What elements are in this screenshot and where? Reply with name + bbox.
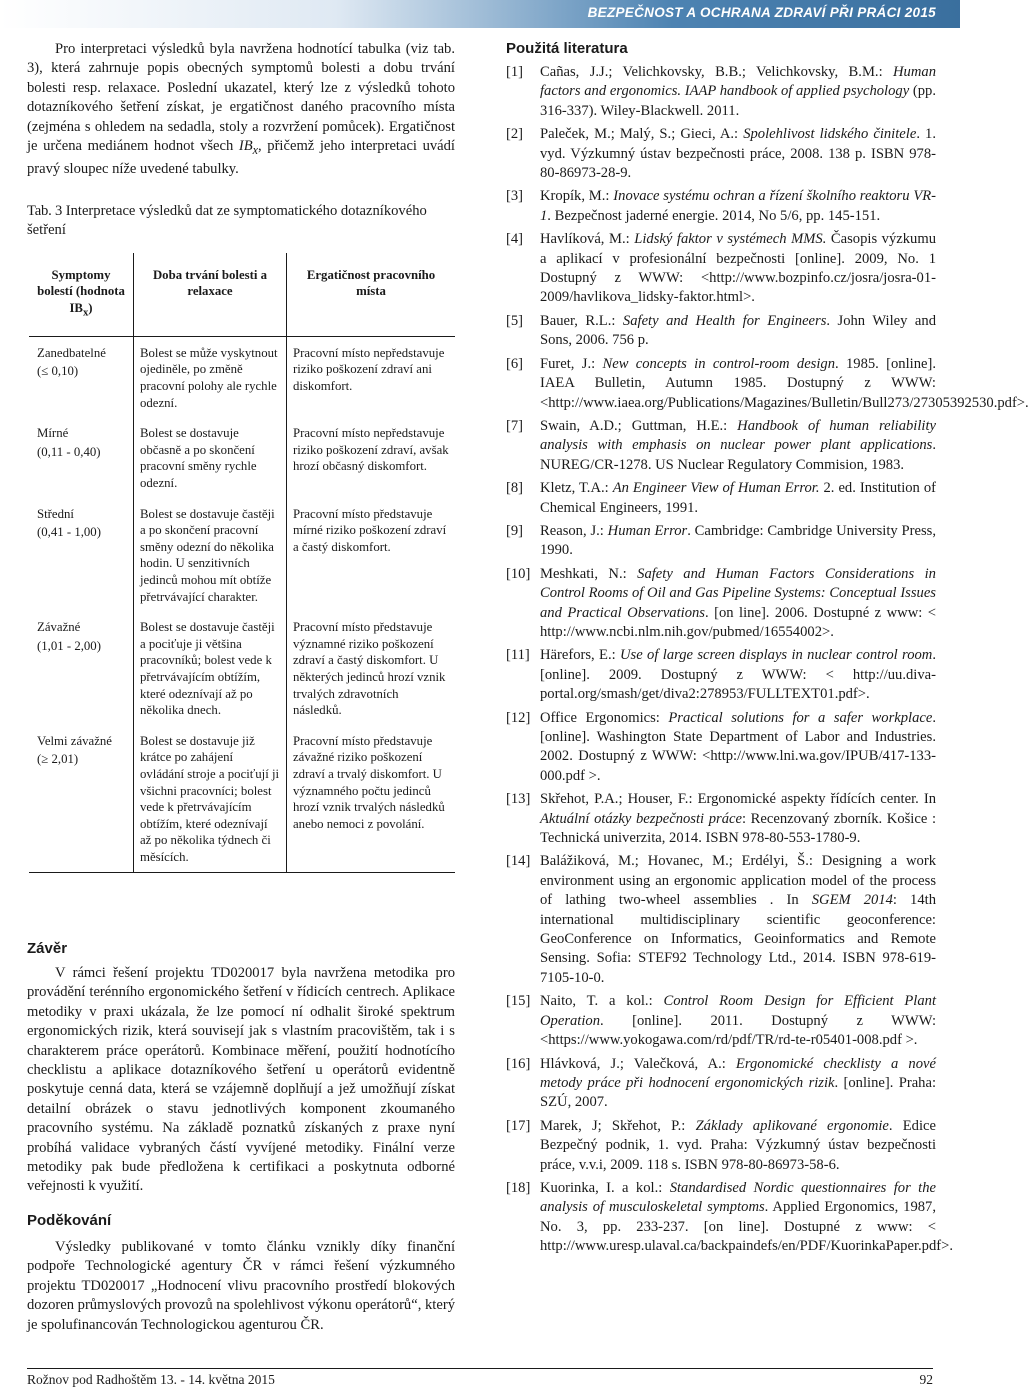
reference-title: Human factors and ergonomics. IAAP handbook of applied psychology [540,64,936,100]
reference-pre: Havlíková, M.: [540,231,635,248]
table-row [29,725,455,872]
reference-item [506,63,936,121]
reference-title: Practical solutions for a safer workplace [668,709,933,726]
table-caption-label: Tab. 3 [27,202,63,219]
conclusion-heading: Závěr [27,940,68,957]
reference-title: Safety and Health for Engineers [622,312,827,329]
reference-title: Lidský faktor v systémech MMS. [634,231,827,248]
reference-num: [2] [506,126,524,143]
reference-post: . 1985. [online]. IAEA Bulletin, Autumn 1985. Dostupný z WWW: <http://www.iaea.org/Publications/Magazines/Bulletin/Bull273/27305392530.pdf>. [540,355,1029,411]
reference-num: [10] [506,565,531,582]
duration-cell: Bolest se dostavuje častěji a po skončení pracovní směny odezní do několika hodin. U senzitivních jedinců mohou mít obtíže přetrvávající charakter. [134,498,287,612]
reference-pre: Balážiková, M.; Hovanec, M.; Erdélyi, Š.: Designing a work environment using an ergonomic application model of the process of lathing two-wheel assemblies . In [540,853,936,909]
intro-paragraph [27,40,455,180]
reference-item [506,312,936,351]
reference-pre: Naito, T. a kol.: [540,993,664,1010]
reference-num: [12] [506,709,531,726]
acknowledgement-text: Výsledky publikované v tomto článku vznikly díky finanční podpoře Technologické agentury ČR v rámci řešení výzkumného projektu TD020017 „Hodnocení vlivu pracovního prostředí blokových dozoren průmyslových provozů na spolehlivost výkonu operátorů“, který je spolufinancován Technologickou agenturou ČR. [27,1239,455,1333]
reference-num: [3] [506,188,524,205]
table-row [29,336,455,417]
severity-cell: Střední (0,41 - 1,00) [37,506,101,540]
reference-post: . Cambridge: Cambridge University Press, 1990. [540,522,936,559]
severity-cell: Zanedbatelné (≤ 0,10) [37,345,106,379]
header-ergonomics: Ergatičnost pracovního místa [287,253,456,337]
reference-title: Standardised Nordic questionnaires for the analysis of musculoskeletal symptoms [540,1179,936,1216]
reference-title: SGEM 2014 [811,892,893,909]
reference-item [506,790,936,848]
reference-num: [6] [506,355,524,372]
reference-num: [14] [506,853,531,870]
intro-text-1: Pro interpretaci výsledků byla navržena hodnotící tabulka (viz tab. 3), která zahrnuje popis obecných symptomů bolesti a dobu trvání bolesti resp. relaxace. Poslední ukazatel, který lze z výsledků tohoto dotazníkového šetření získat, je ergatičnost daného pracovního místa (zejména s ohledem na sedadla, stoly a rozvržení pomůcek). [27,41,455,135]
reference-item [506,1117,936,1175]
intro-text-2a: Ergatičnost je určena mediánem hodnot všech [27,118,456,155]
ergonomics-cell: Pracovní místo představuje významné riziko poškození zdraví a častý diskomfort. U některých jedinců hrozí vznik trvalých zdravotních následků. [293,620,446,718]
left-column [27,40,455,873]
references-heading: Použitá literatura [506,40,628,57]
duration-cell: Bolest se dostavuje občasně a po skončení pracovní směny rychle odezní. [134,417,287,497]
reference-num: [5] [506,312,524,329]
reference-post: . [online]. Washington State Department of Labor and Industries. 2002. Dostupný z WWW: <http://www.lni.wa.gov/IPUB/417-133-000.pdf >. [540,709,936,784]
reference-item [506,646,936,704]
reference-item [506,992,936,1050]
reference-title: Control Room Design for Efficient Plant Operation [540,993,936,1029]
reference-post: . [on line]. 2006. Dostupné z www: < http://www.ncbi.nlm.nih.gov/pubmed/16554002>. [540,604,937,640]
reference-pre: Bauer, R.L.: [540,312,623,329]
reference-num: [7] [506,417,524,434]
severity-cell: Závažné (1,01 - 2,00) [37,620,101,653]
reference-num: [16] [506,1055,531,1072]
reference-num: [11] [506,647,530,664]
reference-title: Use of large screen displays in nuclear control room [620,647,933,664]
reference-title: Inovace systému ochran a řízení školního reaktoru VR-1 [540,188,937,224]
reference-item [506,1179,953,1257]
reference-title: Human Error [607,522,688,539]
reference-item [506,187,936,226]
reference-pre: Hlávková, J.; Valečková, A.: [540,1055,736,1072]
reference-item [506,125,936,183]
duration-cell: Bolest se dostavuje častěji a pociťuje ji většina pracovníků; bolest vede k přetrvávajícím obtížím, které odeznívají až po několika dnech. [134,611,287,725]
severity-cell: Mírné (0,11 - 0,40) [37,426,101,459]
reference-post: 2. ed. Institution of Chemical Engineers, 1991. [540,480,936,516]
reference-num: [4] [506,231,524,248]
duration-cell: Bolest se dostavuje již krátce po zahájení ovládání stroje a pociťují ji všichni pracovníci; bolest vede k přetrvávajícím obtížím, které odeznívají až po několika týdnech či měsících. [134,725,287,872]
reference-item [506,565,936,643]
ergonomics-cell: Pracovní místo představuje závažné riziko poškození zdraví a trvalý diskomfort. U významného počtu jedinců hrozí vznik trvalých následků anebo nemoci z povolání. [287,725,456,872]
reference-post: . 1. vyd. Výzkumný ústav bezpečnosti práce, 2008. 138 p. ISBN 978-80-86973-28-9. [540,126,936,182]
footer-divider [27,1368,933,1369]
reference-post: . [online]. 2009. Dostupný z WWW: < http://uu.diva-portal.org/smash/get/diva2:278953/FULLTEXT01.pdf>. [540,647,936,703]
reference-post: . Edice Bezpečný podnik, 1. vyd. Praha: Výzkumný ústav bezpečnosti práce, v.v.i, 2009. 118 s. ISBN 978-80-86973-58-6. [540,1117,936,1173]
header-symptoms: Symptomy bolestí (hodnota $IB_x$) [29,253,134,337]
reference-post: : 14th international multidisciplinary scientific geoconference: GeoConference on Informatics, Geoinformatics and Remote Sensing. Sofia: STEF92 Technology Ltd., 2014. ISBN 978-619-7105-10-0. [540,892,936,986]
reference-post: . Applied Ergonomics, 1987, No. 3, pp. 233-237. [on line]. Dostupné z www: < http://www.uresp.ulaval.ca/backpaindefs/en/PDF/KuorinkaPaper.pdf>. [540,1199,953,1255]
table-caption [27,202,455,241]
reference-item [506,479,936,518]
reference-item [506,1055,936,1113]
reference-item [506,230,936,308]
reference-post: . NUREG/CR-1278. US Nuclear Regulatory Commision, 1983. [540,437,936,473]
reference-pre: Marek, J; Skřehot, P.: [540,1117,696,1134]
reference-num: [13] [506,791,531,808]
reference-pre: Meshkati, N.: [540,565,638,582]
reference-pre: Reason, J.: [540,522,608,539]
reference-post: : Recenzovaný zborník. Košice : Technická univerzita, 2014. ISBN 978-80-553-1780-9. [540,810,936,847]
table-header-row [29,253,455,337]
table-row [29,611,455,725]
reference-item [506,522,936,561]
reference-post: . John Wiley and Sons, 2006. 756 p. [540,312,936,349]
references-column [506,40,1029,1261]
reference-pre: Swain, A.D.; Guttman, H.E.: [540,417,738,434]
reference-item [506,709,936,787]
reference-title: Základy aplikované ergonomie [695,1117,889,1134]
reference-title: Handbook of human reliability analysis with emphasis on nuclear power plant applications [540,417,936,454]
reference-num: [17] [506,1117,531,1134]
ib-symbol: IB [238,138,253,155]
journal-title: BEZPEČNOST A OCHRANA ZDRAVÍ PŘI PRÁCI 2015 [587,5,936,20]
reference-pre: Cañas, J.J.; Velichkovsky, B.B.; Velichkovsky, B.M.: [540,64,894,80]
reference-pre: Office Ergonomics: [540,709,669,726]
reference-pre: Furet, J.: [540,355,603,372]
reference-title: Aktuální otázky bezpečnosti práce [540,810,742,827]
intro-text-2b: , přičemž jeho interpretaci uvádí pravý sloupec níže uvedené tabulky. [27,138,455,178]
reference-pre: Kuorinka, I. a kol.: [540,1179,670,1196]
duration-cell: Bolest se může vyskytnout ojediněle, po změně pracovní polohy ale rychle odezní. [134,336,287,417]
reference-item [506,852,936,988]
reference-item [506,417,936,475]
ergonomics-cell: Pracovní místo představuje mírné riziko poškození zdraví a častý diskomfort. [293,506,447,554]
reference-title: New concepts in control-room design [602,355,836,372]
reference-post: . [online]. 2011. Dostupný z WWW: <https://www.yokogawa.com/rd/pdf/TR/rd-te-r05401-008.pdf >. [540,1012,936,1049]
table-row [29,498,455,612]
reference-num: [18] [506,1179,531,1196]
reference-title: Safety and Human Factors Considerations in Control Rooms of Oil and Gas Pipeline Systems: Conceptual Issues and Practical Observations [540,565,936,621]
table-row [29,417,455,497]
reference-pre: Kletz, T.A.: [540,480,613,497]
reference-pre: Paleček, M.; Malý, S.; Gieci, A.: [540,126,744,143]
reference-list [506,63,1029,1257]
reference-pre: Skřehot, P.A.; Houser, F.: Ergonomické aspekty řídících center. In [540,791,936,808]
page-number: 92 [919,1372,933,1387]
acknowledgement-heading: Poděkování [27,1212,112,1229]
reference-num: [9] [506,522,524,539]
header-duration: Doba trvání bolesti a relaxace [134,253,287,337]
severity-cell: Velmi závažné (≥ 2,01) [29,725,134,872]
reference-title: Spolehlivost lidského činitele [743,126,917,143]
reference-num: [1] [506,64,524,80]
reference-num: [15] [506,993,531,1010]
ib-subscript: x [252,142,259,157]
ergonomics-cell: Pracovní místo nepředstavuje riziko poškození zdraví, avšak hrozí občasný diskomfort. [293,426,449,474]
reference-num: [8] [506,480,524,497]
reference-pre: Härefors, E.: [540,647,621,664]
reference-post: . [online]. Praha: SZÚ, 2007. [540,1074,936,1111]
table-caption-text: Interpretace výsledků dat ze symptomatického dotazníkového šetření [27,202,427,239]
conclusion-text: V rámci řešení projektu TD020017 byla navržena metodika pro provádění terénního ergonomického šetření v řídicích centrech. Aplikace metodiky v praxi ukázala, že lze pomocí ní odhalit široké spektrum ergonomických rizik, která souvisejí jak s vlastním pracovištěm, tak i s charakterem práce operátorů. Kombinace měření, použití hodnotícího checklistu a aplikace dotazníkového šetření u operátorů evidentně poskytuje cenná data, která se vzájemně doplňují a jež umožňují získat detailní obrázek o stavu jednotlivých komponent zkoumaného pracovního systému. Na základě poznatků získaných z praxe nyní probíhá validace vybraných částí vyvíjené metodiky. Finální verze metodiky pak bude předložena k certifikaci a poskytnuta odborné veřejnosti k využití. [27,965,455,1195]
reference-title: Ergonomické checklisty a nové metody práce při hodnocení ergonomických rizik [540,1055,936,1091]
ergonomics-cell: Pracovní místo nepředstavuje riziko poškození zdraví ani diskomfort. [293,345,445,394]
interpretation-table [29,253,455,873]
reference-post: Časopis výzkumu a aplikací v profesionální bezpečnosti [online]. 2009, No. 1 Dostupný z WWW: <http://www.bozpinfo.cz/josra/josra-01-2009/havlikova_lidsky-faktor.html>. [540,231,936,306]
reference-post: . Bezpečnost jaderné energie. 2014, No 5/6, pp. 145-151. [547,207,881,224]
reference-title: An Engineer View of Human Error. [612,480,820,497]
footer-venue: Rožnov pod Radhoštěm 13. - 14. května 2015 [27,1372,275,1387]
reference-post: (pp. 316-337). Wiley-Blackwell. 2011. [540,83,936,119]
reference-pre: Kropík, M.: [540,188,614,205]
reference-item [506,355,1029,413]
